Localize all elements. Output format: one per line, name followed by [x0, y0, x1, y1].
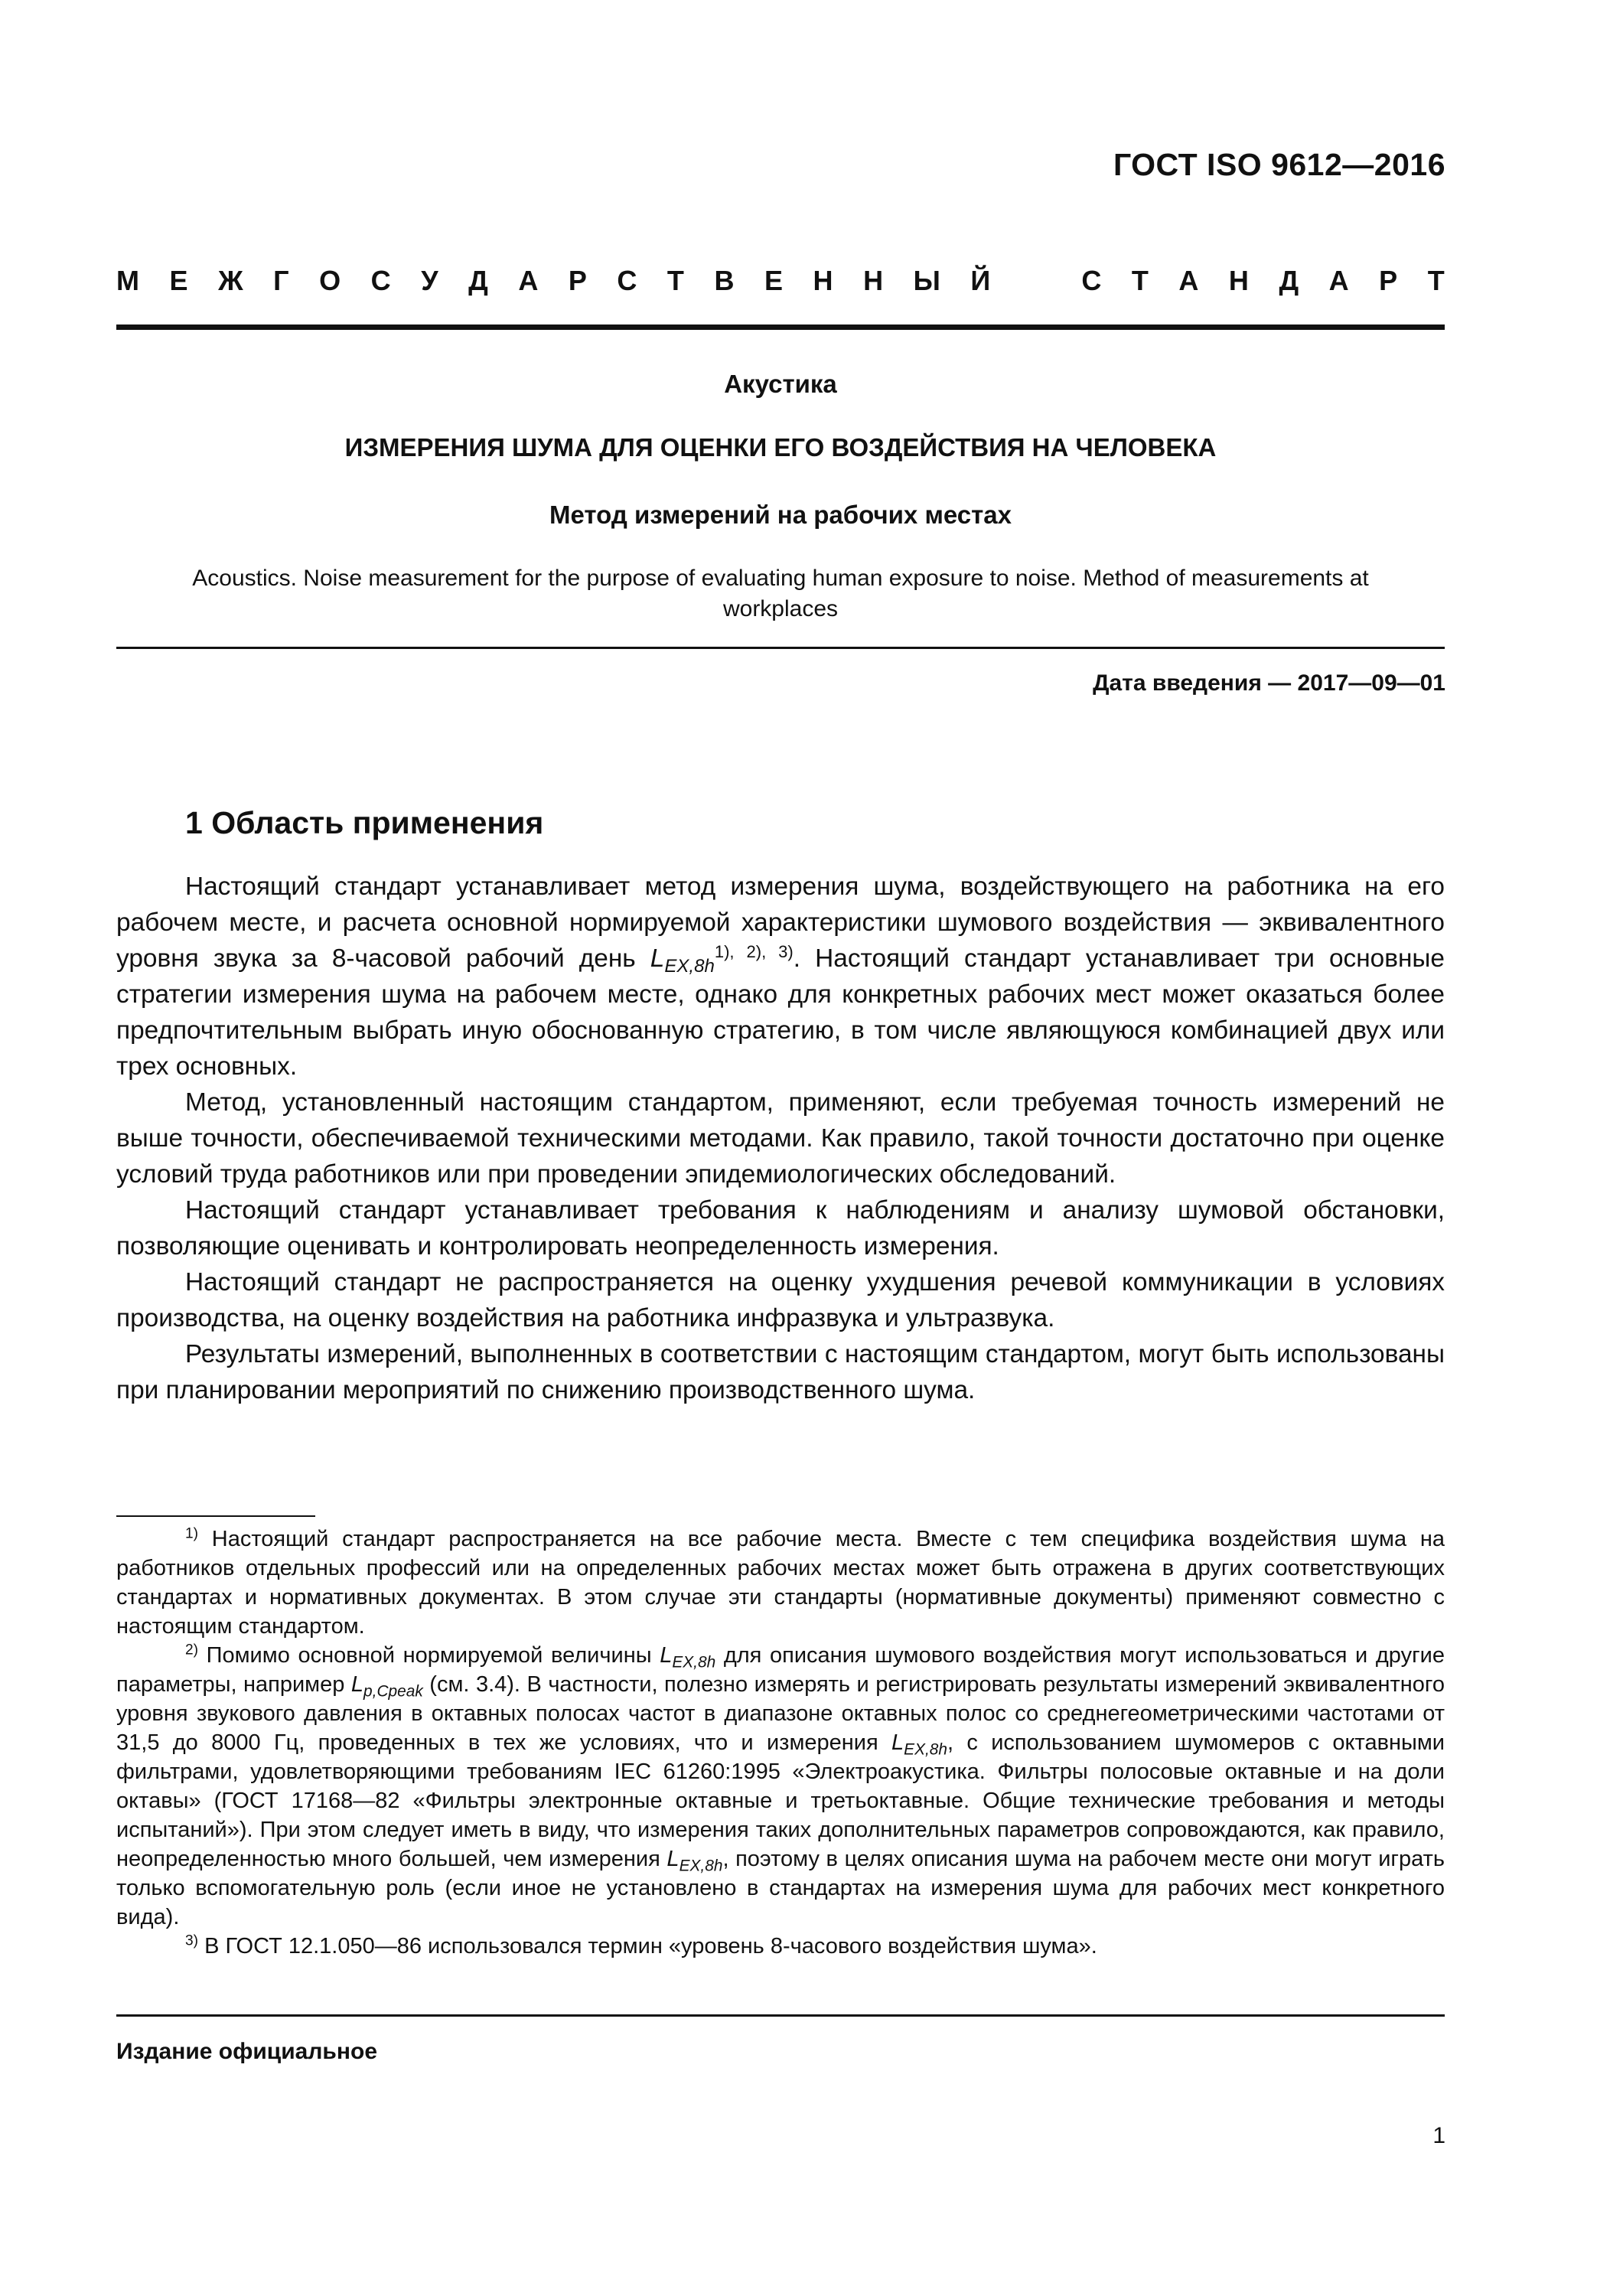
banner-letter: Ы: [913, 265, 940, 296]
footnote-mark: 2): [185, 1642, 199, 1658]
english-title: Acoustics. Noise measurement for the purpose of evaluating human exposure to noise. Method of measurements at workplaces: [192, 566, 1369, 621]
banner-word-gap: [1021, 265, 1051, 297]
banner-letter: Е: [764, 265, 783, 296]
field-title: Акустика: [724, 370, 837, 398]
footer-divider: [116, 2014, 1445, 2017]
title-divider: [116, 647, 1445, 649]
banner-letter: Р: [568, 265, 587, 296]
variable-symbol: L: [350, 1672, 364, 1697]
paragraph: Настоящий стандарт устанавливает требования к наблюдениям и анализу шумовой обстановки, позволяющие оценивать и контролировать неопределенность измерения.: [116, 1196, 1445, 1261]
banner-letter: С: [617, 265, 637, 296]
banner-letter: Д: [1279, 265, 1299, 296]
official-edition-label: Издание официальное: [116, 2039, 378, 2064]
footnote-text: Помимо основной нормируемой величины: [198, 1643, 660, 1668]
banner-letter: В: [714, 265, 735, 296]
footnote-2: [116, 1641, 1445, 1932]
banner-letter: Р: [1379, 265, 1398, 296]
banner-letter: Й: [970, 265, 991, 296]
banner-letter: Т: [666, 265, 684, 296]
variable-subscript: EX,8h: [904, 1740, 948, 1759]
banner-letter: М: [116, 265, 139, 296]
variable-symbol: L: [660, 1643, 673, 1668]
banner-letter: А: [518, 265, 539, 296]
banner-letter: Н: [813, 265, 833, 296]
footnote-refs: 1), 2), 3): [714, 941, 794, 961]
banner-letter: А: [1178, 265, 1199, 296]
variable-subscript: EX,8h: [672, 1653, 716, 1671]
paragraph: [116, 869, 1445, 1084]
footnotes: [116, 1525, 1445, 1961]
header-divider: [116, 325, 1445, 330]
standard-main-title: ИЗМЕРЕНИЯ ШУМА ДЛЯ ОЦЕНКИ ЕГО ВОЗДЕЙСТВИЯ НА ЧЕЛОВЕКА: [344, 433, 1217, 461]
paragraph-text: . Настоящий стандарт устанавливает три основные стратегии измерения шума на рабочем месте, однако для конкретных рабочих мест может оказаться более предпочтительным выбрать иную обоснованную стратегию, в том числе являющуюся комбинацией двух или трех основных.: [116, 944, 1445, 1081]
banner-letter: Н: [1228, 265, 1249, 296]
footnote-text: (см. 3.4). В частности, полезно измерять и регистрировать результаты измерений эквивалентного уровня звукового давления в октавных полосах частот в диапазоне октавных полос со среднегеометрическими частотами от 31,5 до 8000 Гц, проведенных в тех же условиях, что и измерения: [116, 1672, 1445, 1755]
paragraph: Метод, установленный настоящим стандартом, применяют, если требуемая точность измерений не выше точности, обеспечиваемой техническими методами. Как правило, такой точности достаточно при оценке условий труда работников или при проведении эпидемиологических обследований.: [116, 1088, 1445, 1189]
page-number: 1: [1432, 2123, 1445, 2148]
standard-subtitle: Метод измерений на рабочих местах: [549, 501, 1012, 529]
banner-letter: Н: [863, 265, 884, 296]
banner-letter: Д: [468, 265, 488, 296]
paragraph: Настоящий стандарт не распространяется на оценку ухудшения речевой коммуникации в условиях производства, на оценку воздействия на работника инфразвука и ультразвука.: [116, 1268, 1445, 1332]
variable-symbol: L: [650, 944, 665, 973]
variable-symbol: L: [666, 1847, 680, 1871]
banner-letter: Е: [169, 265, 188, 296]
variable-subscript: EX,8h: [664, 956, 715, 977]
variable-subscript: p,Cpeak: [363, 1682, 423, 1701]
footnote-text: , с использованием шумомеров с октавными фильтрами, удовлетворяющими требованиям IEC 61260:1995 «Электроакустика. Фильтры полосовые октавные и на доли октавы» (ГОСТ 17168—82 «Фильтры электронные октавные и третьоктавные. Общие технические требования и методы испытаний»). При этом следует иметь в виду, что измерения таких дополнительных параметров сопровождаются, как правило, неопределенностью много большей, чем измерения: [116, 1730, 1445, 1871]
banner-letter: С: [370, 265, 391, 296]
introduction-date: Дата введения — 2017—09—01: [1093, 670, 1445, 696]
variable-symbol: L: [891, 1730, 904, 1755]
banner-letter: Т: [1427, 265, 1445, 296]
footnote-1: [116, 1525, 1445, 1641]
banner-letter: Т: [1131, 265, 1149, 296]
footnote-3: [116, 1932, 1445, 1961]
document-number: ГОСТ ISO 9612—2016: [1113, 147, 1445, 182]
footnote-text: Настоящий стандарт распространяется на все рабочие места. Вместе с тем специфика воздействия шума на работников отдельных профессий или на определенных рабочих местах может быть отражена в других соответствующих стандартах и нормативных документах. В этом случае эти стандарты (нормативные документы) применяют совместно с настоящим стандартом.: [116, 1527, 1445, 1639]
interstate-standard-banner: [116, 265, 1445, 297]
banner-letter: У: [421, 265, 438, 296]
footnote-text: для описания шумового воздействия могут использоваться и другие параметры, например: [116, 1643, 1445, 1697]
paragraph: Результаты измерений, выполненных в соответствии с настоящим стандартом, могут быть использованы при планировании мероприятий по снижению производственного шума.: [116, 1340, 1445, 1404]
section-heading: 1 Область применения: [185, 805, 544, 840]
banner-letter: С: [1081, 265, 1102, 296]
banner-letter: О: [319, 265, 341, 296]
banner-letter: Г: [273, 265, 289, 296]
footnote-mark: 1): [185, 1525, 199, 1542]
variable-subscript: EX,8h: [679, 1857, 723, 1875]
footnote-separator: [116, 1515, 315, 1517]
footnote-text: , поэтому в целях описания шума на рабочем месте они могут играть только вспомогательную роль (если иное не установлено в стандартах на измерения шума для рабочих мест конкретного вида).: [116, 1847, 1445, 1929]
footnote-text: В ГОСТ 12.1.050—86 использовался термин «уровень 8-часового воздействия шума».: [198, 1934, 1097, 1958]
banner-letter: А: [1328, 265, 1349, 296]
paragraph-text: Настоящий стандарт устанавливает метод измерения шума, воздействующего на работника на его рабочем месте, и расчета основной нормируемой характеристики шумового воздействия — эквивалентного уровня звука за 8-часовой рабочий день: [116, 872, 1445, 973]
footnote-mark: 3): [185, 1932, 199, 1949]
section-body: [116, 869, 1445, 1408]
banner-letter: Ж: [218, 265, 243, 296]
